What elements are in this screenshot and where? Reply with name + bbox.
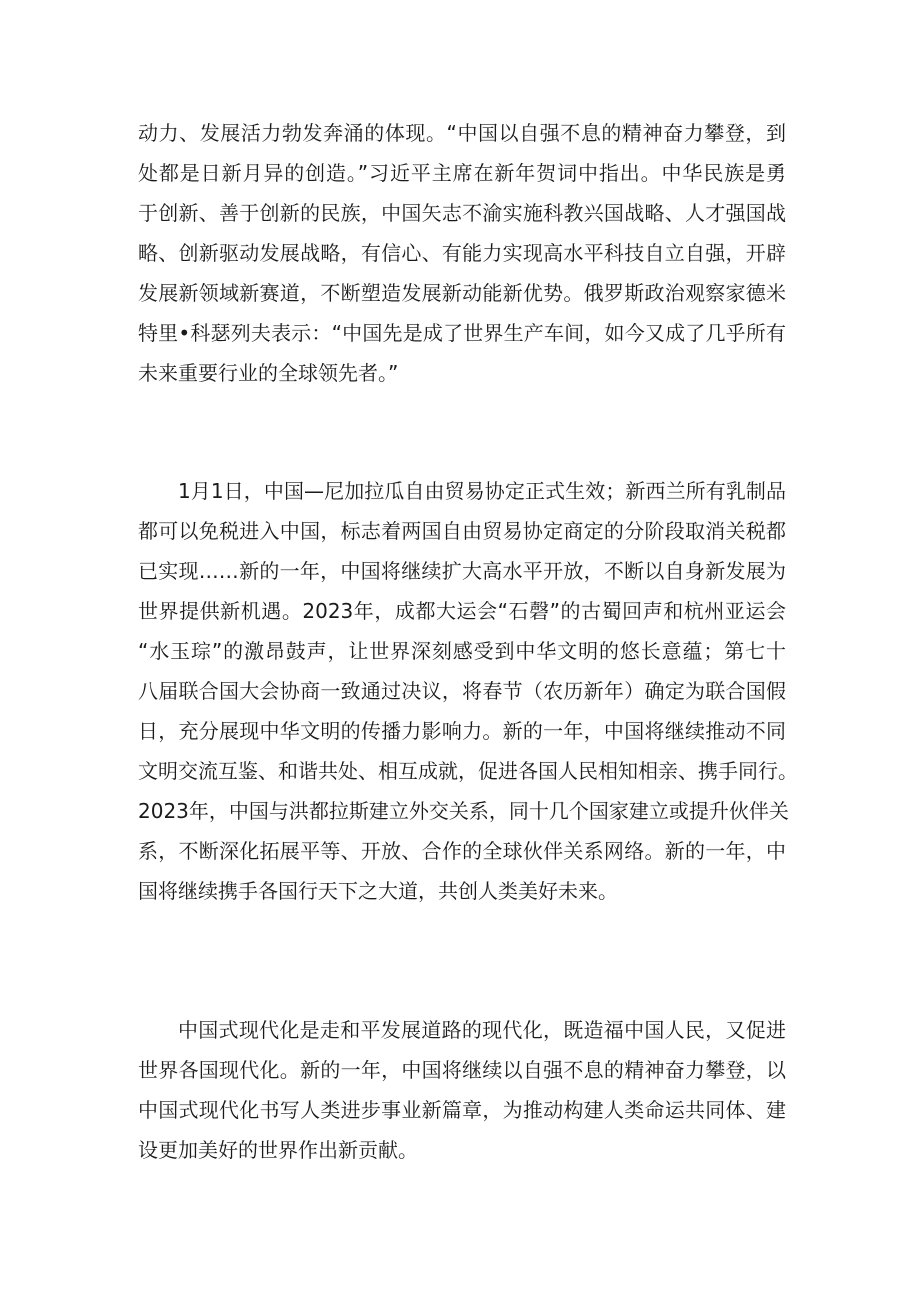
paragraph-line: 中国式现代化是走和平发展道路的现代化，既造福中国人民，又促进 xyxy=(178,1018,786,1042)
paragraph-2 xyxy=(138,471,798,911)
paragraph-line: 于创新、善于创新的民族，中国矢志不渝实施科教兴国战略、人才强国战 xyxy=(138,201,786,225)
paragraph-line: 国将继续携手各国行天下之大道，共创人类美好未来。 xyxy=(138,879,618,903)
paragraph-3 xyxy=(138,1010,786,1170)
paragraph-line: 处都是日新月异的创造。”习近平主席在新年贺词中指出。中华民族是勇 xyxy=(138,161,786,185)
paragraph-line: 日，充分展现中华文明的传播力影响力。新的一年，中国将继续推动不同 xyxy=(138,719,786,743)
paragraph-line: 动力、发展活力勃发奔涌的体现。“中国以自强不息的精神奋力攀登，到 xyxy=(138,121,786,145)
paragraph-line: 系，不断深化拓展平等、开放、合作的全球伙伴关系网络。新的一年，中 xyxy=(138,839,786,863)
paragraph-line: 特里•科瑟列夫表示：“中国先是成了世界生产车间，如今又成了几乎所有 xyxy=(138,321,786,345)
paragraph-line: 略、创新驱动发展战略，有信心、有能力实现高水平科技自立自强，开辟 xyxy=(138,241,786,265)
paragraph-line: 八届联合国大会协商一致通过决议，将春节（农历新年）确定为联合国假 xyxy=(138,679,786,703)
paragraph-line: 1月1日，中国—尼加拉瓜自由贸易协定正式生效；新西兰所有乳制品 xyxy=(178,479,786,503)
paragraph-line: 未来重要行业的全球领先者。” xyxy=(138,361,399,385)
paragraph-1 xyxy=(138,113,786,393)
paragraph-line: 设更加美好的世界作出新贡献。 xyxy=(138,1138,418,1162)
paragraph-line: 中国式现代化书写人类进步事业新篇章，为推动构建人类命运共同体、建 xyxy=(138,1098,786,1122)
paragraph-line: 已实现……新的一年，中国将继续扩大高水平开放，不断以自身新发展为 xyxy=(138,559,786,583)
paragraph-line: 都可以免税进入中国，标志着两国自由贸易协定商定的分阶段取消关税都 xyxy=(138,519,786,543)
paragraph-line: 文明交流互鉴、和谐共处、相互成就，促进各国人民相知相亲、携手同行。 xyxy=(138,759,798,783)
paragraph-line: 2023年，中国与洪都拉斯建立外交关系，同十几个国家建立或提升伙伴关 xyxy=(138,799,789,823)
paragraph-line: 发展新领域新赛道，不断塑造发展新动能新优势。俄罗斯政治观察家德米 xyxy=(138,281,786,305)
paragraph-line: 世界提供新机遇。2023年，成都大运会“石磬”的古蜀回声和杭州亚运会 xyxy=(138,599,786,623)
paragraph-line: 世界各国现代化。新的一年，中国将继续以自强不息的精神奋力攀登，以 xyxy=(138,1058,786,1082)
paragraph-line: “水玉琮”的激昂鼓声，让世界深刻感受到中华文明的悠长意蕴；第七十 xyxy=(138,639,786,663)
